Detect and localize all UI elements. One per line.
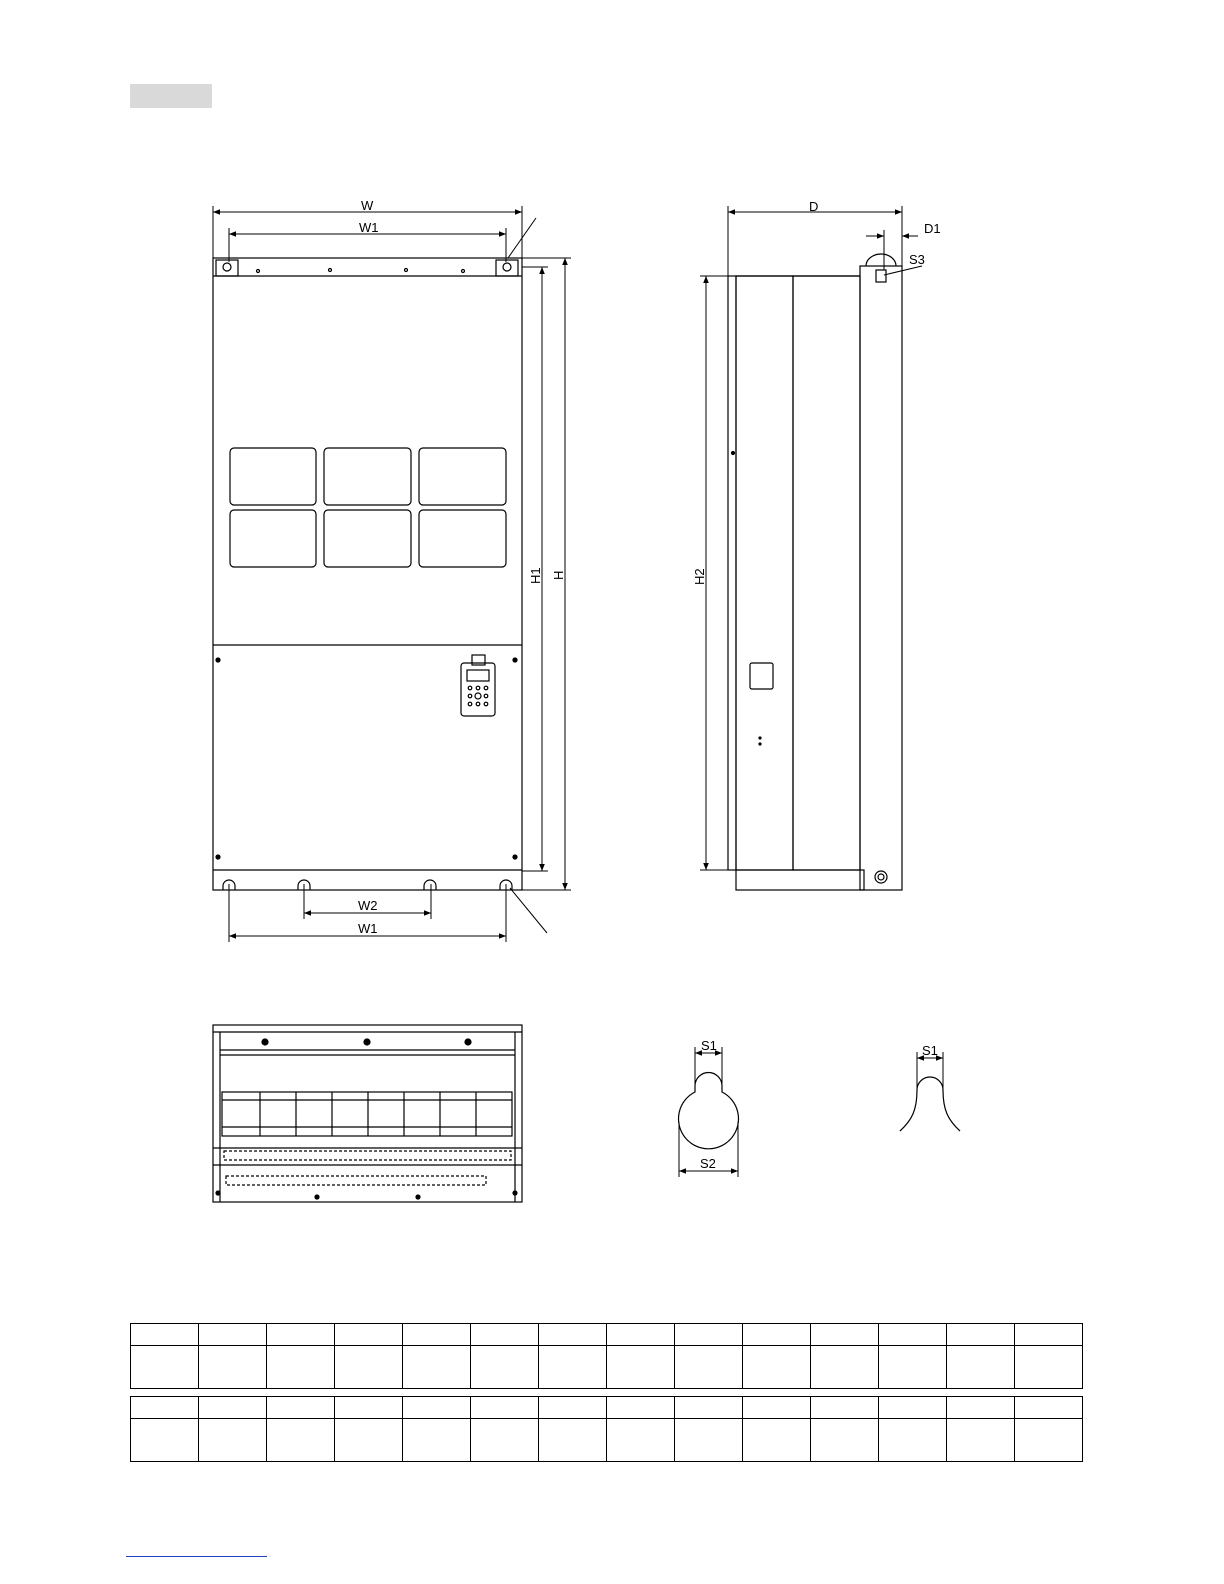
table-cell xyxy=(403,1346,471,1389)
table-cell xyxy=(335,1324,403,1346)
dim-w-label: W xyxy=(361,198,374,213)
table-cell xyxy=(131,1419,199,1462)
dim-h-label: H xyxy=(551,570,566,580)
table-cell xyxy=(743,1397,811,1419)
side-view xyxy=(728,254,902,890)
table-cell xyxy=(675,1397,743,1419)
table-cell xyxy=(879,1419,947,1462)
table-cell xyxy=(879,1324,947,1346)
table-cell xyxy=(131,1397,199,1419)
dimensions-table xyxy=(130,1323,1083,1462)
dim-keyhole-s1-label: S1 xyxy=(701,1038,717,1053)
table-cell xyxy=(199,1346,267,1389)
table-cell xyxy=(743,1324,811,1346)
dim-slot-s1-label: S1 xyxy=(922,1043,938,1058)
table-cell xyxy=(947,1397,1015,1419)
table-cell xyxy=(335,1346,403,1389)
table-cell xyxy=(335,1397,403,1419)
dim-h2-label: H2 xyxy=(692,568,707,585)
footer-link-underline xyxy=(126,1556,267,1557)
dim-keyhole-s2-label: S2 xyxy=(700,1156,716,1171)
table-row xyxy=(131,1324,1083,1346)
table-cell xyxy=(879,1397,947,1419)
dim-d1-label: D1 xyxy=(924,221,941,236)
table-cell xyxy=(879,1346,947,1389)
table-cell xyxy=(539,1324,607,1346)
table-cell xyxy=(131,1346,199,1389)
table-row xyxy=(131,1419,1083,1462)
table-cell xyxy=(403,1324,471,1346)
table-cell xyxy=(1015,1324,1083,1346)
table-cell xyxy=(675,1346,743,1389)
table-row xyxy=(131,1389,1083,1397)
dim-d-label: D xyxy=(809,199,819,214)
table-cell xyxy=(1015,1397,1083,1419)
table-cell xyxy=(471,1397,539,1419)
table-cell xyxy=(267,1397,335,1419)
table-cell xyxy=(675,1324,743,1346)
table-cell xyxy=(131,1389,1083,1397)
table-cell xyxy=(267,1324,335,1346)
table-cell xyxy=(1015,1419,1083,1462)
table-cell xyxy=(743,1346,811,1389)
table-cell xyxy=(811,1346,879,1389)
table-cell xyxy=(471,1346,539,1389)
dim-w2-label: W2 xyxy=(358,898,378,913)
slot-detail xyxy=(900,1077,960,1131)
table-cell xyxy=(267,1346,335,1389)
table-cell xyxy=(743,1419,811,1462)
dim-w1-top-label: W1 xyxy=(359,220,379,235)
table-cell xyxy=(267,1419,335,1462)
table-cell xyxy=(607,1324,675,1346)
table-cell xyxy=(607,1346,675,1389)
table-cell xyxy=(335,1419,403,1462)
dim-h1-label: H1 xyxy=(528,567,543,584)
front-view-dimensions xyxy=(213,206,571,942)
table-cell xyxy=(199,1324,267,1346)
table-cell xyxy=(675,1419,743,1462)
table-cell xyxy=(811,1324,879,1346)
front-view xyxy=(213,258,522,890)
table-cell xyxy=(131,1324,199,1346)
dim-w1-bottom-label: W1 xyxy=(358,921,378,936)
table-cell xyxy=(947,1324,1015,1346)
table-cell xyxy=(539,1346,607,1389)
bottom-view xyxy=(213,1025,522,1202)
dim-s3-label: S3 xyxy=(909,252,925,267)
table-cell xyxy=(947,1419,1015,1462)
table-cell xyxy=(471,1324,539,1346)
table-cell xyxy=(199,1419,267,1462)
table-cell xyxy=(539,1397,607,1419)
table-cell xyxy=(403,1419,471,1462)
table-cell xyxy=(1015,1346,1083,1389)
table-cell xyxy=(199,1397,267,1419)
side-view-dimensions xyxy=(700,206,922,870)
table-cell xyxy=(607,1419,675,1462)
table-row xyxy=(131,1397,1083,1419)
table-row xyxy=(131,1346,1083,1389)
keyhole-detail xyxy=(679,1073,739,1149)
table-cell xyxy=(403,1397,471,1419)
table-cell xyxy=(947,1346,1015,1389)
table-cell xyxy=(471,1419,539,1462)
table-cell xyxy=(607,1397,675,1419)
table-cell xyxy=(811,1419,879,1462)
table-cell xyxy=(811,1397,879,1419)
table-cell xyxy=(539,1419,607,1462)
